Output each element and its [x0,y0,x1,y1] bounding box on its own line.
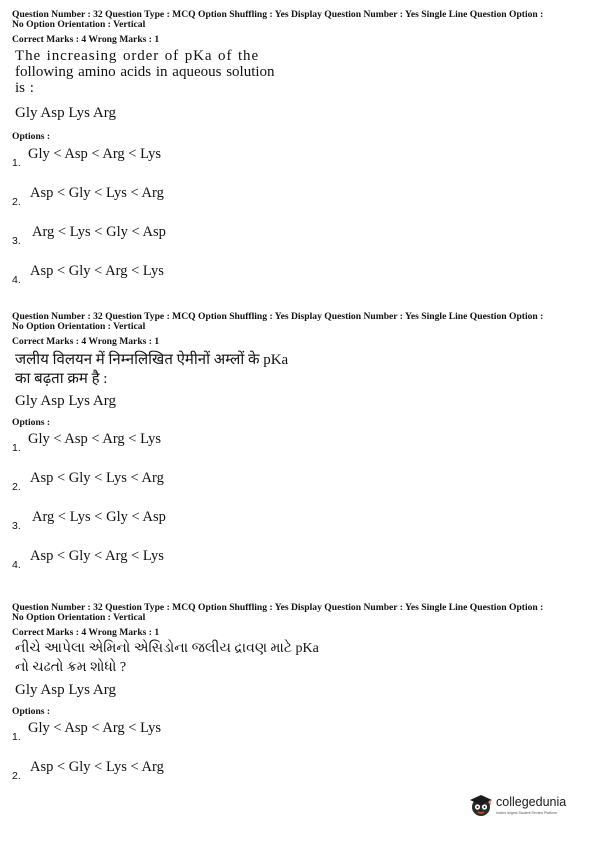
amino-acid-list: Gly Asp Lys Arg [15,393,116,409]
question-line: is : [15,80,34,96]
option-item[interactable] [12,470,587,509]
option-text: Arg < Lys < Gly < Asp [32,224,166,240]
logo-name: collegedunia [496,795,567,809]
option-item[interactable] [12,509,587,548]
option-number: 1. [12,731,21,743]
option-number: 3. [12,235,21,247]
option-number: 4. [12,274,21,286]
options-label: Options : [12,131,51,142]
marks-line: Correct Marks : 4 Wrong Marks : 1 [12,627,160,638]
meta-line: Question Number : 32 Question Type : MCQ Option Shuffling : Yes Display Question Number : Yes Single Line Question Option : [12,602,544,613]
question-text [15,48,587,96]
logo-tagline: India's largest Student Review Platform [496,811,557,815]
question-line: following amino acids in aqueous solution [15,64,275,80]
options-label: Options : [12,417,51,428]
option-text: Gly < Asp < Arg < Lys [28,146,162,162]
option-text: Gly < Asp < Arg < Lys [28,431,162,447]
collegedunia-logo [468,792,588,824]
option-text: Gly < Asp < Arg < Lys [28,720,162,736]
meta-line: No Option Orientation : Vertical [12,321,146,332]
question-block-hindi [12,312,587,587]
meta-line: Question Number : 32 Question Type : MCQ Option Shuffling : Yes Display Question Number : Yes Single Line Question Option : [12,311,544,322]
graduation-cap-icon [468,792,494,818]
option-number: 2. [12,481,21,493]
option-number: 1. [12,442,21,454]
meta-line: No Option Orientation : Vertical [12,19,146,30]
option-item[interactable] [12,185,587,224]
question-line: નો ચઢતો ક્રમ શોધો ? [15,660,127,675]
option-item[interactable] [12,431,587,470]
option-item[interactable] [12,224,587,263]
option-text: Asp < Gly < Lys < Arg [30,470,164,486]
meta-line: Question Number : 32 Question Type : MCQ Option Shuffling : Yes Display Question Number : Yes Single Line Question Option : [12,9,544,20]
amino-acid-list: Gly Asp Lys Arg [15,682,116,698]
option-item[interactable] [12,548,587,587]
question-text [15,639,587,677]
question-meta [12,603,587,623]
option-number: 1. [12,157,21,169]
amino-acid-list: Gly Asp Lys Arg [15,105,116,121]
question-line: The increasing order of pKa of the [15,48,260,64]
option-item[interactable] [12,263,587,302]
question-block-gujarati [12,603,587,798]
marks-line: Correct Marks : 4 Wrong Marks : 1 [12,34,160,45]
question-meta [12,10,587,30]
question-text [15,351,587,389]
option-text: Asp < Gly < Arg < Lys [30,548,164,564]
meta-line: No Option Orientation : Vertical [12,612,146,623]
option-number: 2. [12,770,21,782]
option-number: 3. [12,520,21,532]
options-label: Options : [12,706,51,717]
option-text: Asp < Gly < Arg < Lys [30,263,164,279]
option-item[interactable] [12,720,587,759]
question-line: का बढ़ता क्रम है : [15,371,108,387]
option-number: 2. [12,196,21,208]
option-text: Asp < Gly < Lys < Arg [30,759,164,775]
option-text: Arg < Lys < Gly < Asp [32,509,166,525]
option-text: Asp < Gly < Lys < Arg [30,185,164,201]
question-meta [12,312,587,332]
question-line: जलीय विलयन में निम्नलिखित ऐमीनों अम्लों के pKa [15,352,289,368]
question-line: નીચે આપેલા એમિનો એસિડોના જલીય દ્રાવણ માટે pKa [15,641,319,656]
option-item[interactable] [12,146,587,185]
option-number: 4. [12,559,21,571]
marks-line: Correct Marks : 4 Wrong Marks : 1 [12,336,160,347]
question-block-english [12,10,587,302]
